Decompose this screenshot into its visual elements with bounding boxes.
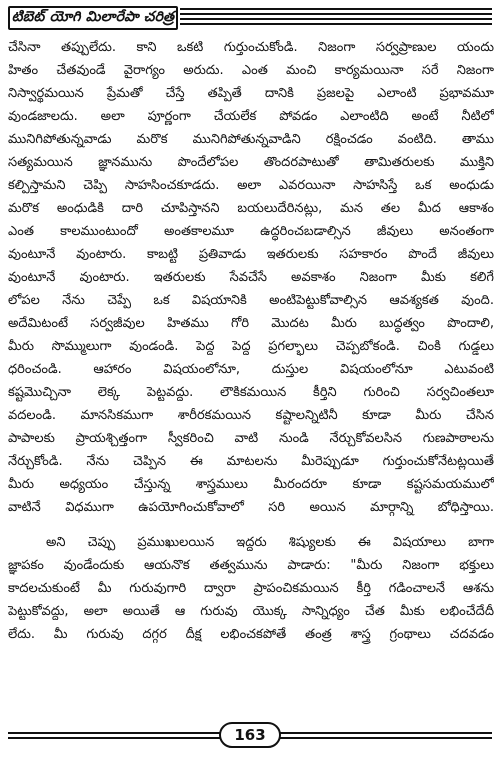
page-number: 163	[234, 726, 266, 744]
text-line: కష్టమొచ్చినా లెక్క పెట్టవద్దు. లౌకికమయిన కీర్తిని గురించి సర్వచింతలూ	[8, 385, 494, 400]
text-line: కల్పిస్తామని చెప్పి సాహసించకూడదు. అలా ఎవరయినా సాహసిస్తే ఒక అంధుడు	[8, 178, 494, 193]
text-line: మునిగిపోతున్నవాడు మరొక మునిగిపోతున్నవాడిని రక్షించడం వంటిది. తాము	[8, 132, 494, 147]
text-line: సత్యమయిన జ్ఞానమును పొందేలోపల తొందరపాటుతో తామితరులకు ముక్తిని	[8, 155, 494, 170]
text-line: మరొక అంధుడికి దారి చూపిస్తానని బయలుదేరినట్లు, మన తల మీద ఆకాశం	[8, 201, 494, 216]
body-text	[8, 36, 494, 646]
header-rule-lines	[180, 8, 492, 28]
text-line: వుండజాలదు. అలా పూర్ణంగా చేయలేక పోవడం ఎలాంటిది అంటే నీటిలో	[8, 109, 494, 124]
text-line: లేదు. మీ గురువు దగ్గర దీక్ష లభించకపోతే తంత్ర శాస్త్ర గ్రంథాలు చదవడం	[8, 627, 494, 642]
text-line: మీరు అధ్యయం చేస్తున్న శాస్త్రములు మీరందరూ కూడా కష్టసమయములో	[8, 477, 494, 492]
text-line: వుంటూనే వుంటారు. కాబట్టి ప్రతివాడు ఇతరులకు సహకారం పొందే జీవులు	[8, 247, 494, 262]
text-line: పాపాలకు ప్రాయశ్చిత్తంగా స్వీకరించి వాటి నుండి నేర్చుకోవలసిన గుణపాఠాలను	[8, 431, 494, 446]
paragraph-1	[8, 36, 494, 519]
text-line: ధరించండి. ఆహారం విషయంలోనూ, దుస్తుల విషయంలోనూ ఎటువంటి	[8, 362, 494, 377]
header-rule	[180, 13, 492, 15]
paragraph-gap	[8, 519, 494, 531]
text-line: పెట్టుకోవద్దు, అలా అయితే ఆ గురువు యొక్క సాన్నిధ్యం చేత మీకు లభించేదేదీ	[8, 604, 494, 619]
text-line: జ్ఞాపకం వుండేందుకు ఆయనొక తత్వమును పాడారు: "మీరు నిజంగా భక్తులు	[8, 558, 494, 573]
text-line: వాటినే విధముగా ఉపయోగించుకోవాలో సరి అయిన మార్గాన్ని బోధిస్తాయి.	[8, 500, 494, 515]
text-line: అదేమిటంటే సర్వజీవుల హితము గోరి మొదట మీరు బుద్ధత్వం పొందాలి,	[8, 316, 494, 331]
running-header	[8, 6, 492, 32]
text-line: హితం చేతవుండే వైరాగ్యం అరుదు. ఎంత మంచి కార్యమయినా సరే నిజంగా	[8, 63, 494, 78]
text-line: నిస్వార్థమయిన ప్రేమతో చేస్తే తప్పితే దానికి ప్రజలపై ఎలాంటి ప్రభావమూ	[8, 86, 494, 101]
header-rule	[180, 18, 492, 20]
text-line: ఎంత కాలముంటుందో అంతకాలమూ ఉద్ధరించబడాల్సిన జీవులు అనంతంగా	[8, 224, 494, 239]
text-line: నేర్చుకోండి. నేను చెప్పిన ఈ మాటలను మీరెప్పుడూ గుర్తుంచుకోనేటట్లయితే	[8, 454, 494, 469]
text-line-indented: అని చెప్పు ప్రముఖులయిన ఇద్దరు శిష్యులకు ఈ విషయాలు బాగా	[46, 535, 494, 550]
text-line: కాదలచుకుంటే మీ గురువుగారి ద్వారా ప్రాపంచికమయిన కీర్తి గడించాలనే ఆశను	[8, 581, 494, 596]
text-line: మీరు సొమ్ములుగా వుండండి. పెద్ద పెద్ద ప్రగల్భాలు చెప్పబోకండి. చింకి గుడ్డలు	[8, 339, 494, 354]
header-title-box	[8, 6, 178, 30]
paragraph-2	[8, 531, 494, 646]
header-rule	[180, 23, 492, 25]
page-footer	[8, 722, 492, 752]
text-line: వుంటూనే వుంటారు. ఇతరులకు సేవచేసే అవకాశం నిజంగా మీకు కలిగే	[8, 270, 494, 285]
running-header-title: టిబెట్ యోగి మిలారేపా చరిత్ర	[11, 8, 175, 25]
text-line: వదలండి. మానసికముగా శారీరకమయిన కష్టాలన్నిటినీ కూడా మీరు చేసిన	[8, 408, 494, 423]
header-rule	[180, 8, 492, 10]
text-line: చేసినా తప్పులేదు. కాని ఒకటి గుర్తుంచుకోండి. నిజంగా సర్వప్రాణుల యందు	[8, 40, 494, 55]
page-number-badge	[219, 722, 281, 748]
text-line: లోపల నేను చెప్పే ఒక విషయానికి అంటిపెట్టుకోవాల్సిన ఆవశ్యకత వుంది.	[8, 293, 494, 308]
